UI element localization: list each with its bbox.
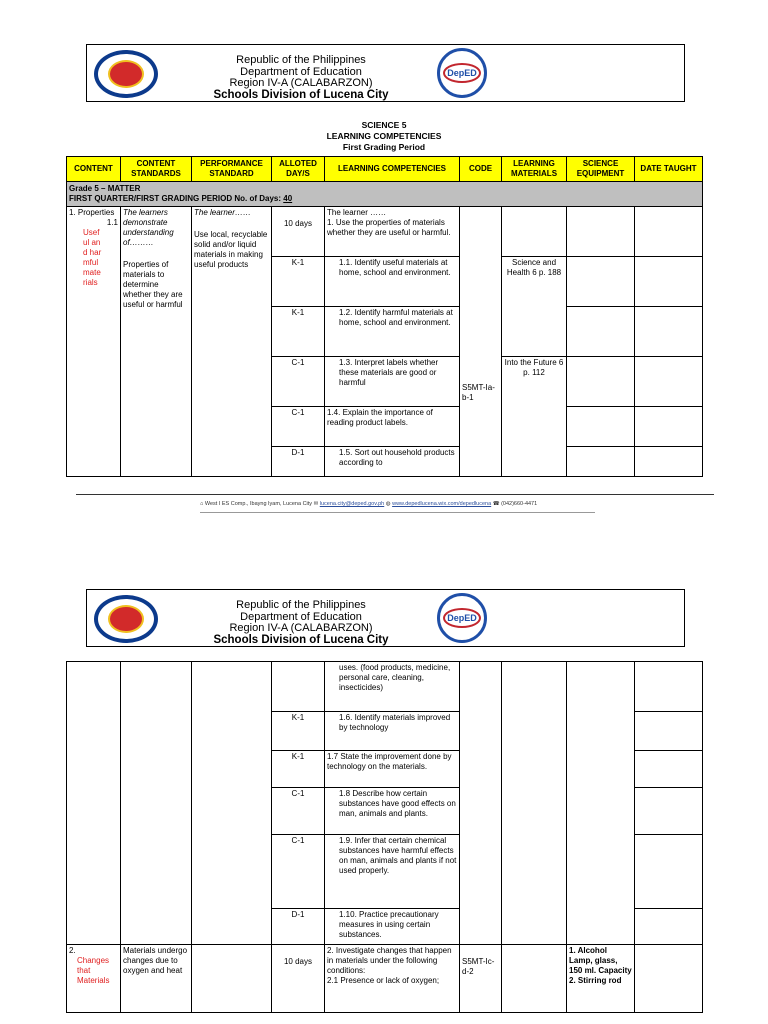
home-icon: ⌂	[200, 501, 204, 507]
subject-title: SCIENCE 5	[361, 120, 407, 130]
date-cell	[635, 751, 703, 788]
quarter-label: FIRST QUARTER/FIRST GRADING PERIOD No. of Days: 40	[69, 194, 293, 203]
materials-cell	[502, 662, 567, 945]
quarter-days: 40	[283, 194, 293, 203]
code-cell	[460, 662, 502, 945]
deped-seal-icon	[94, 595, 158, 643]
code-cell: S5MT-Ia-b-1	[460, 207, 502, 477]
days-cell	[272, 662, 325, 712]
materials-cell	[502, 945, 567, 1013]
date-cell	[635, 835, 703, 909]
footer-divider-2	[200, 512, 595, 513]
footer-email[interactable]: lucena.city@deped.gov.ph	[319, 501, 385, 507]
date-cell	[635, 662, 703, 712]
deped-logo-icon: DepED	[437, 593, 487, 643]
competencies-table-2	[66, 661, 703, 1013]
competency-cell: 1.6. Identify materials improved by technology	[325, 712, 460, 751]
competency-cell: 1.9. Infer that certain chemical substances have harmful effects on man, animals and plants if not used properly.	[325, 835, 460, 909]
competency-cell: 1.4. Explain the importance of reading product labels.	[325, 407, 460, 447]
days-cell: K-1	[272, 307, 325, 357]
doc-title: LEARNING COMPETENCIES	[326, 131, 442, 141]
equipment-cell	[567, 357, 635, 407]
competency-cell: 1.10. Practice precautionary measures in using certain substances.	[325, 909, 460, 945]
letterhead-text-2	[186, 600, 416, 646]
performance-cell: The learner…… Use local, recyclable solid and/or liquid materials in making useful products	[192, 207, 272, 477]
equipment-cell	[567, 257, 635, 307]
date-cell	[635, 407, 703, 447]
materials-cell: Into the Future 6 p. 112	[502, 357, 567, 477]
letterhead-text-1	[186, 55, 416, 101]
division-line: Schools Division of Lucena City	[213, 633, 389, 646]
equipment-cell: 1. Alcohol Lamp, glass, 150 ml. Capacity 2. Stirring rod	[567, 945, 635, 1013]
days-cell: D-1	[272, 447, 325, 477]
days-cell: C-1	[272, 835, 325, 909]
phone-icon: ☎	[492, 501, 500, 507]
republic-line: Republic of the Philippines	[236, 54, 366, 66]
region-line: Region IV-A (CALABARZON)	[229, 77, 373, 89]
standards-cell: Materials undergo changes due to oxygen and heat	[121, 945, 192, 1013]
date-cell	[635, 207, 703, 257]
department-line: Department of Education	[240, 65, 362, 78]
col-days: ALLOTED DAY/S	[272, 157, 325, 182]
standards-cell: The learners demonstrate understanding of……… Properties of materials to determine whether they are useful or harmful	[121, 207, 192, 477]
region-line: Region IV-A (CALABARZON)	[229, 622, 373, 634]
email-icon: ✉	[313, 501, 319, 507]
col-code: CODE	[460, 157, 502, 182]
competency-cell: The learner …… 1. Use the properties of materials whether they are useful or harmful.	[325, 207, 460, 257]
department-line: Department of Education	[240, 610, 362, 623]
col-content: CONTENT	[67, 157, 121, 182]
document-titles	[0, 120, 768, 153]
days-cell: K-1	[272, 712, 325, 751]
code-cell: S5MT-Ic-d-2	[460, 945, 502, 1013]
date-cell	[635, 357, 703, 407]
days-cell: C-1	[272, 407, 325, 447]
materials-cell: Science and Health 6 p. 188	[502, 257, 567, 357]
date-cell	[635, 447, 703, 477]
competency-cell: 1.2. Identify harmful materials at home, school and environment.	[325, 307, 460, 357]
deped-logo-icon: DepED	[437, 48, 487, 98]
footer-address: West I ES Comp., Ibayng Iyam, Lucena City	[204, 501, 313, 507]
footer-phone: (042)660-4471	[501, 501, 538, 507]
republic-line: Republic of the Philippines	[236, 599, 366, 611]
deped-seal-icon	[94, 50, 158, 98]
equipment-cell	[567, 407, 635, 447]
division-line: Schools Division of Lucena City	[213, 88, 389, 101]
date-cell	[635, 712, 703, 751]
table-row	[67, 945, 703, 1013]
equipment-cell	[567, 662, 635, 945]
table-row	[67, 662, 703, 712]
days-cell: K-1	[272, 257, 325, 307]
date-cell	[635, 307, 703, 357]
date-cell	[635, 788, 703, 835]
date-cell	[635, 945, 703, 1013]
days-cell: C-1	[272, 357, 325, 407]
days-cell: D-1	[272, 909, 325, 945]
materials-cell	[502, 207, 567, 257]
grade-row	[67, 182, 703, 207]
period-title: First Grading Period	[342, 142, 426, 152]
days-cell: 10 days	[272, 945, 325, 1013]
footer	[200, 501, 600, 507]
equipment-cell	[567, 307, 635, 357]
equipment-cell	[567, 207, 635, 257]
equipment-cell	[567, 447, 635, 477]
col-performance: PERFORMANCE STANDARD	[192, 157, 272, 182]
table-header-row	[67, 157, 703, 182]
footer-divider	[76, 494, 714, 495]
competency-cell: 1.1. Identify useful materials at home, school and environment.	[325, 257, 460, 307]
col-standards: CONTENT STANDARDS	[121, 157, 192, 182]
col-competencies: LEARNING COMPETENCIES	[325, 157, 460, 182]
col-equipment: SCIENCE EQUIPMENT	[567, 157, 635, 182]
competency-cell: 1.8 Describe how certain substances have good effects on man, animals and plants.	[325, 788, 460, 835]
content-cell: 1. Properties 1.1 Useful and harmful materials	[67, 207, 121, 477]
days-cell: K-1	[272, 751, 325, 788]
date-cell	[635, 909, 703, 945]
table-row	[67, 207, 703, 257]
performance-cell	[192, 945, 272, 1013]
grade-label: Grade 5 – MATTER	[69, 184, 141, 193]
standards-cell	[121, 662, 192, 945]
competencies-table-1	[66, 156, 703, 477]
days-cell: C-1	[272, 788, 325, 835]
date-cell	[635, 257, 703, 307]
footer-web[interactable]: www.depedlucena.wix.com/depedlucena	[392, 501, 492, 507]
competency-cell: 1.7 State the improvement done by technology on the materials.	[325, 751, 460, 788]
competency-cell: uses. (food products, medicine, personal care, cleaning, insecticides)	[325, 662, 460, 712]
content-cell: 2. Changes that Materials	[67, 945, 121, 1013]
days-cell: 10 days	[272, 207, 325, 257]
performance-cell	[192, 662, 272, 945]
globe-icon: ◍	[385, 501, 391, 507]
col-date-taught: DATE TAUGHT	[635, 157, 703, 182]
competency-cell: 2. Investigate changes that happen in materials under the following conditions: 2.1 Presence or lack of oxygen;	[325, 945, 460, 1013]
content-cell	[67, 662, 121, 945]
competency-cell: 1.5. Sort out household products according to	[325, 447, 460, 477]
col-materials: LEARNING MATERIALS	[502, 157, 567, 182]
competency-cell: 1.3. Interpret labels whether these materials are good or harmful	[325, 357, 460, 407]
